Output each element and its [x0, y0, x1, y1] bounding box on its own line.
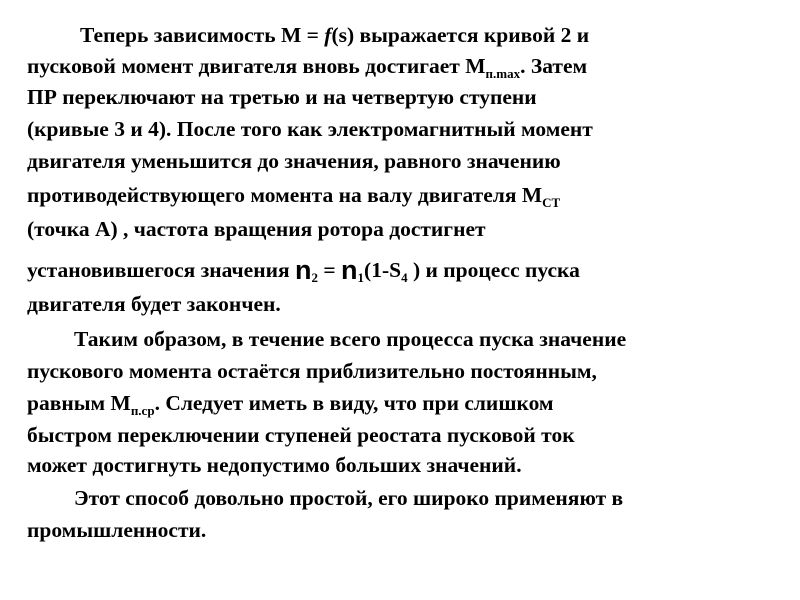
paragraph-1-line-9: двигателя будет закончен.: [27, 292, 281, 316]
text-run: (s): [331, 23, 355, 47]
text-run: выражается кривой 2 и: [354, 23, 590, 47]
text-run: установившегося значения: [27, 258, 296, 282]
paragraph-3-line-1: Этот способ довольно простой, его широко применяют в: [74, 486, 624, 510]
text-run: (1-S: [364, 258, 402, 282]
paragraph-2-line-5: может достигнуть недопустимо больших значений.: [27, 453, 522, 477]
speed-symbol: n: [341, 255, 358, 285]
text-run: противодействующего момента на валу двигателя М: [27, 183, 543, 207]
paragraph-1-line-4: (кривые 3 и 4). После того как электромагнитный момент: [27, 117, 593, 141]
subscript: СТ: [542, 195, 561, 210]
subscript: 1: [357, 270, 365, 285]
paragraph-2-line-3: [27, 390, 554, 418]
text-run: . Следует иметь в виду, что при слишком: [154, 391, 554, 415]
text-run: =: [318, 258, 342, 282]
paragraph-2-line-2: пускового момента остаётся приблизительно постоянным,: [27, 359, 597, 383]
text-run: ) и процесс пуска: [407, 258, 580, 282]
text-run: пусковой момент двигателя вновь достигает М: [27, 54, 486, 78]
paragraph-1-line-8: [27, 257, 580, 285]
paragraph-2-line-1: Таким образом, в течение всего процесса пуска значение: [74, 327, 627, 351]
paragraph-1-line-3: ПР переключают на третью и на четвертую ступени: [27, 85, 537, 109]
paragraph-1-line-6: [27, 182, 560, 210]
text-run: равным М: [27, 391, 131, 415]
subscript: п.max: [485, 66, 521, 81]
subscript: 4: [401, 270, 408, 285]
subscript: 2: [311, 270, 319, 285]
text-run: Теперь зависимость М =: [80, 23, 325, 47]
text-run: . Затем: [520, 54, 588, 78]
paragraph-1-line-7: (точка А) , частота вращения ротора достигнет: [27, 217, 486, 241]
paragraph-3-line-2: промышленности.: [27, 518, 207, 542]
paragraph-2-line-4: быстром переключении ступеней реостата пусковой ток: [27, 423, 575, 447]
speed-symbol: n: [295, 255, 312, 285]
paragraph-1-line-5: двигателя уменьшится до значения, равного значению: [27, 149, 561, 173]
paragraph-1-line-1: [80, 22, 589, 50]
function-symbol: f: [324, 23, 332, 47]
subscript: п.ср: [130, 403, 155, 418]
paragraph-1-line-2: [27, 53, 587, 81]
